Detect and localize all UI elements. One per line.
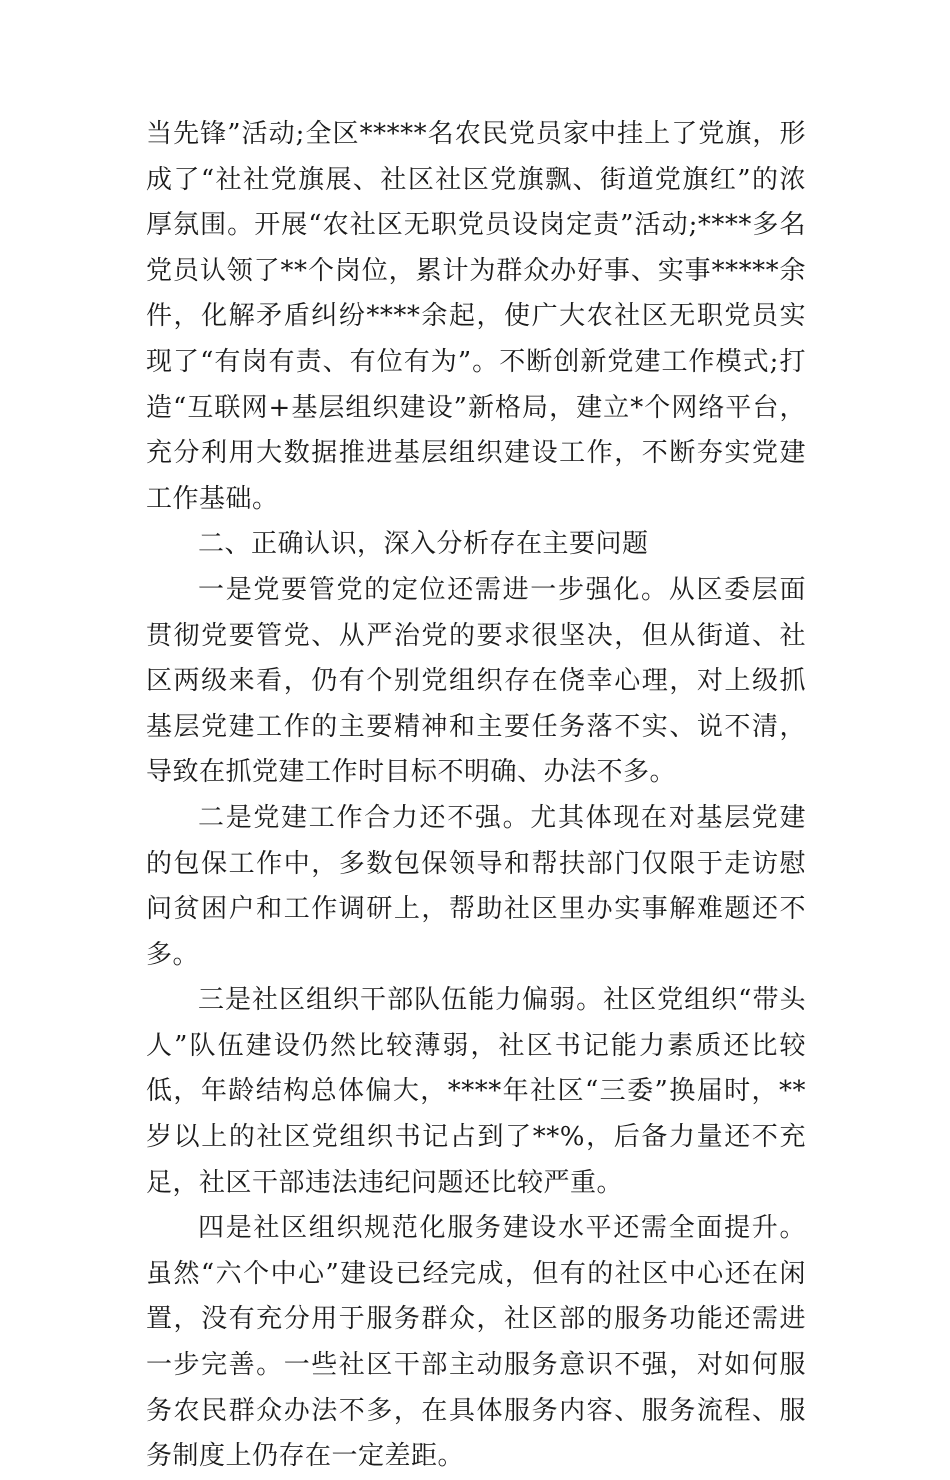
- paragraph-issue-one: 一是党要管党的定位还需进一步强化。从区委层面贯彻党要管党、从严治党的要求很坚决，但从街道、社区两级来看，仍有个别党组织存在侥幸心理，对上级抓基层党建工作的主要精神和主要任务落不实、说不清，导致在抓党建工作时目标不明确、办法不多。: [146, 574, 806, 788]
- document-page: [146, 112, 806, 1480]
- paragraph-issue-three: 三是社区组织干部队伍能力偏弱。社区党组织“带头人”队伍建设仍然比较薄弱，社区书记能力素质还比较低，年龄结构总体偏大，****年社区“三委”换届时，**岁以上的社区党组织书记占到了**%，后备力量还不充足，社区干部违法违纪问题还比较严重。: [146, 985, 806, 1198]
- paragraph-issue-four: 四是社区组织规范化服务建设水平还需全面提升。虽然“六个中心”建设已经完成，但有的社区中心还在闲置，没有充分用于服务群众，社区部的服务功能还需进一步完善。一些社区干部主动服务意识不强，对如何服务农民群众办法不多，在具体服务内容、服务流程、服务制度上仍存在一定差距。: [146, 1213, 806, 1472]
- paragraph-continuation: 当先锋”活动;全区*****名农民党员家中挂上了党旗，形成了“社社党旗展、社区社区党旗飘、街道党旗红”的浓厚氛围。开展“农社区无职党员设岗定责”活动;****多名党员认领了**个岗位，累计为群众办好事、实事*****余件，化解矛盾纠纷****余起，使广大农社区无职党员实现了“有岗有责、有位有为”。不断创新党建工作模式;打造“互联网+基层组织建设”新格局，建立*个网络平台，充分利用大数据推进基层组织建设工作，不断夯实党建工作基础。: [146, 119, 806, 514]
- section-heading: 二、正确认识，深入分析存在主要问题: [198, 529, 649, 560]
- paragraph-issue-two: 二是党建工作合力还不强。尤其体现在对基层党建的包保工作中，多数包保领导和帮扶部门仅限于走访慰问贫困户和工作调研上，帮助社区里办实事解难题还不多。: [146, 802, 806, 970]
